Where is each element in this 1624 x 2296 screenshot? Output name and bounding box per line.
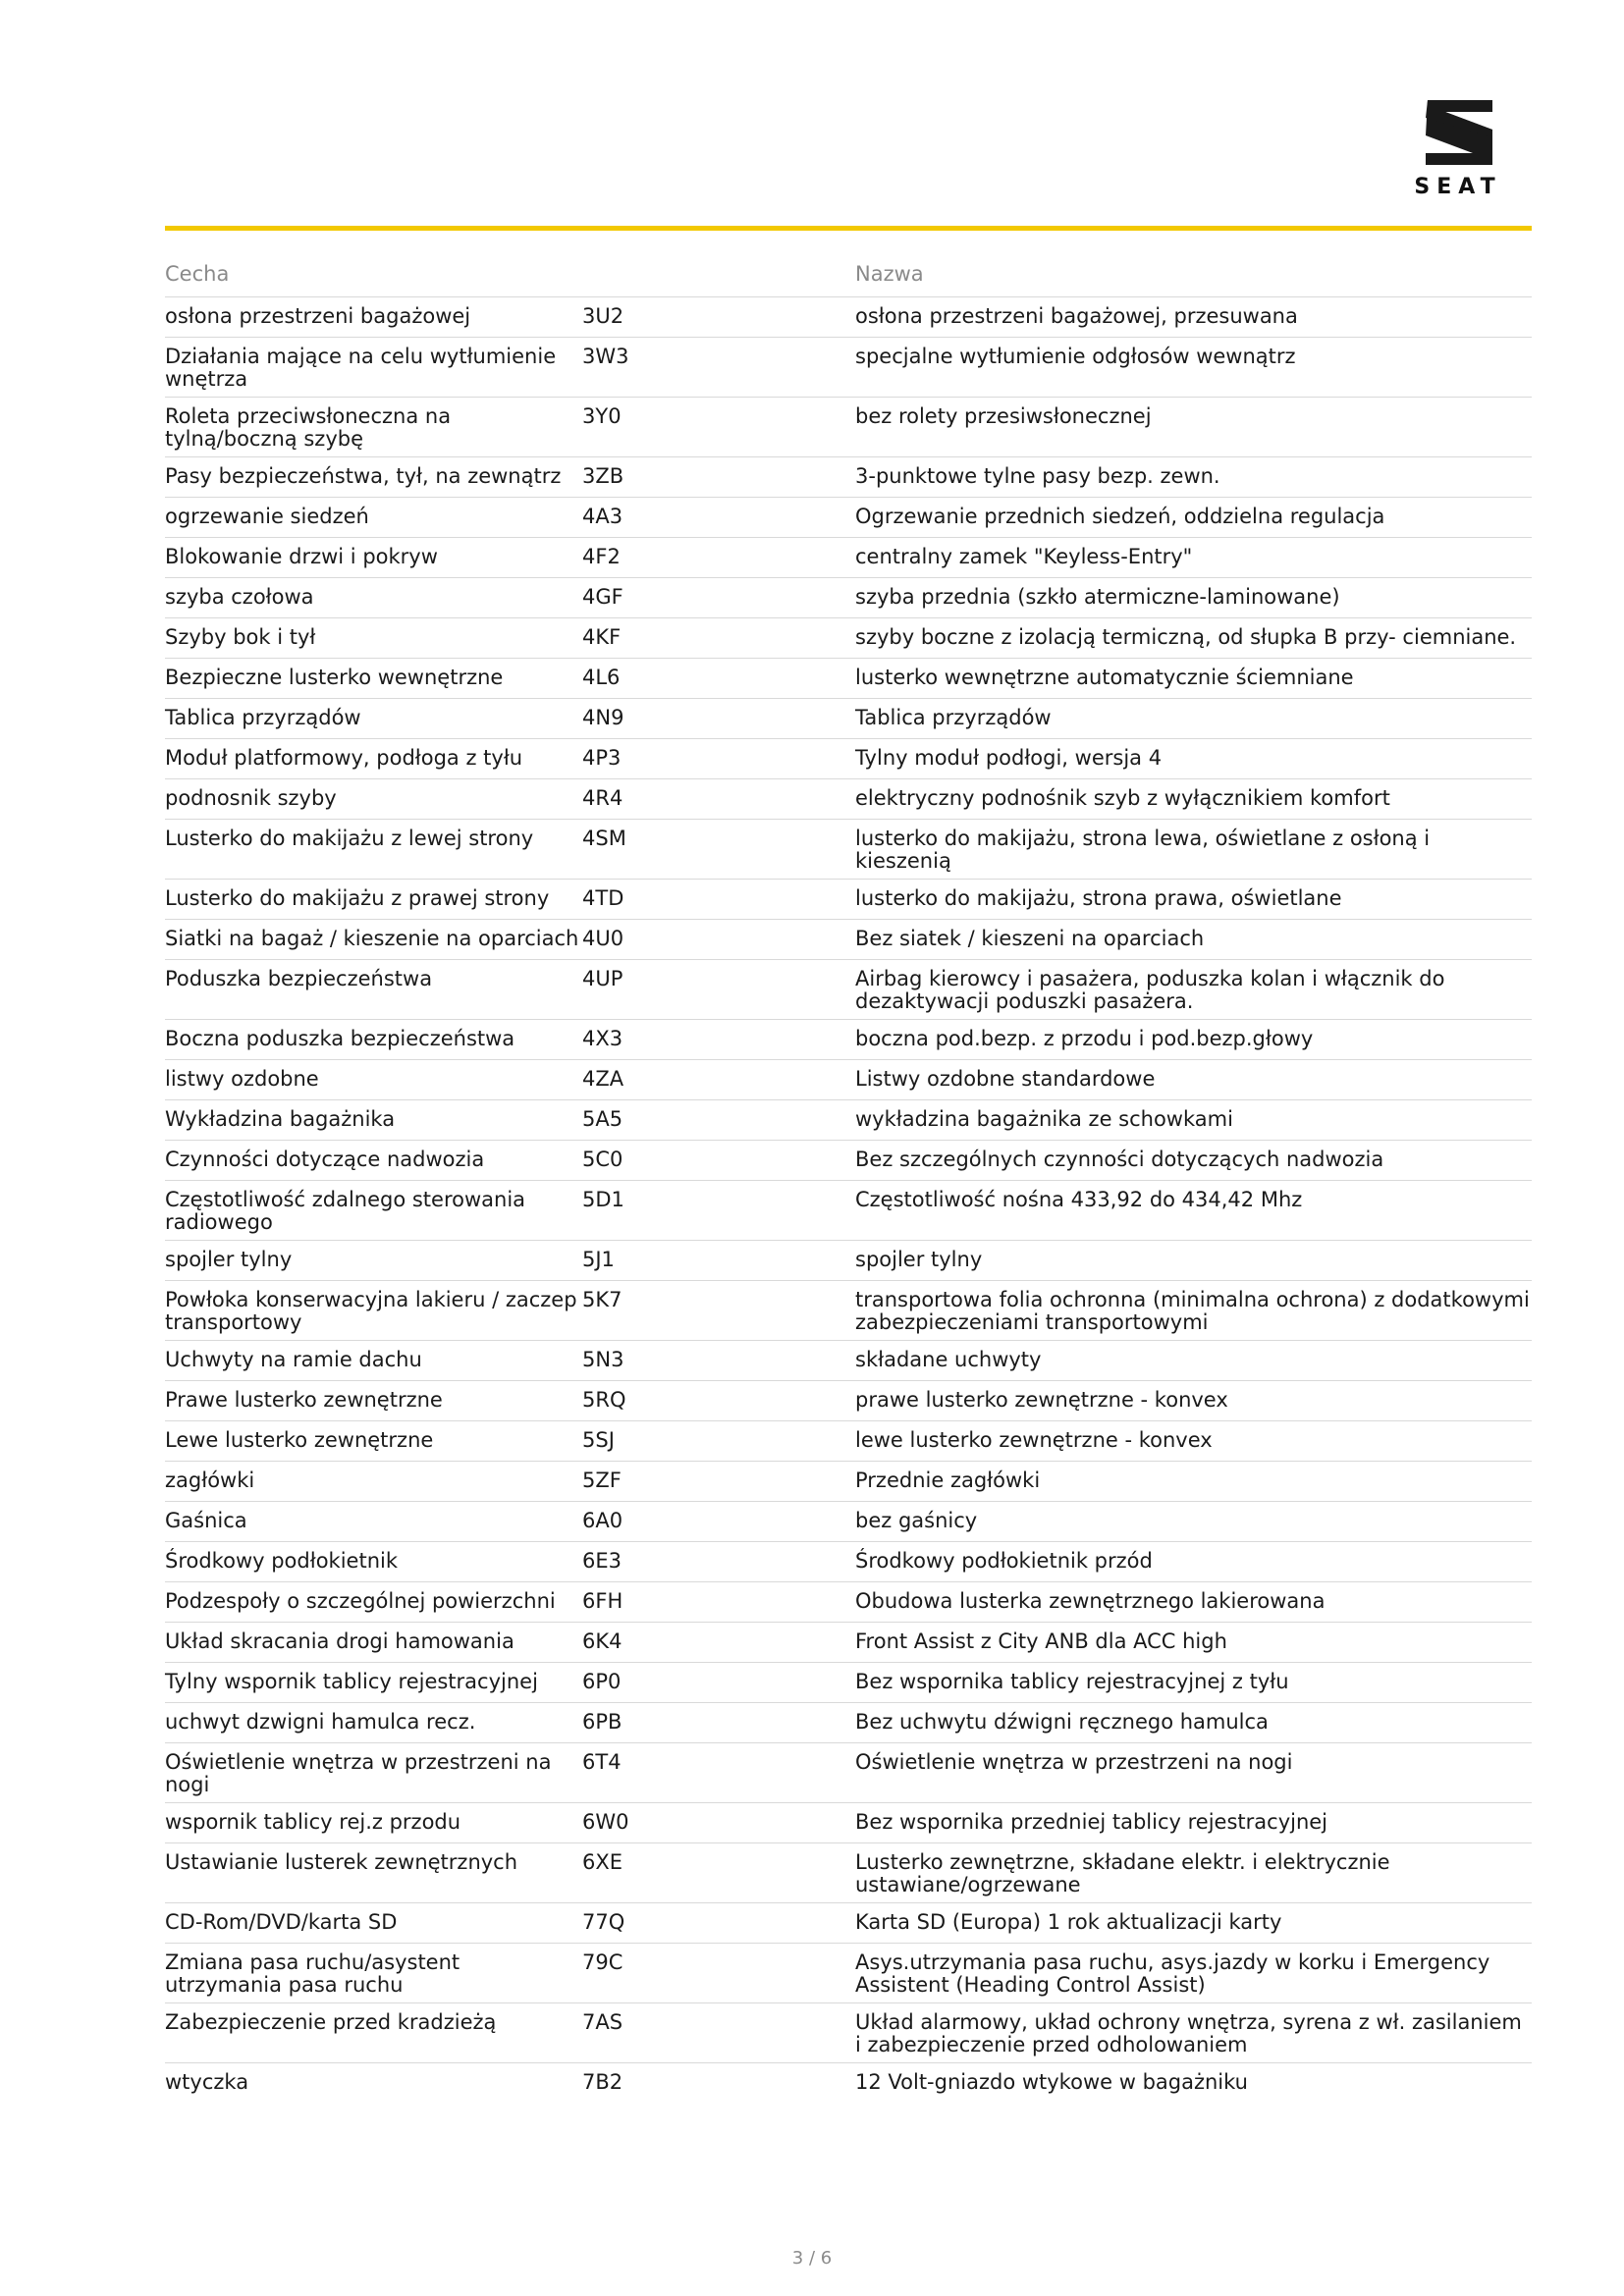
cell-code: 5RQ <box>582 1388 626 1412</box>
cell-name: Bez uchwytu dźwigni ręcznego hamulca <box>855 1710 1269 1734</box>
cell-name: bez gaśnicy <box>855 1509 978 1532</box>
cell-code: 6E3 <box>582 1549 622 1573</box>
cell-code: 6A0 <box>582 1509 623 1532</box>
cell-feature: Powłoka konserwacyjna lakieru / zaczep transportowy <box>165 1288 577 1334</box>
cell-name: Ogrzewanie przednich siedzeń, oddzielna regulacja <box>855 505 1385 528</box>
cell-feature: Roleta przeciwsłoneczna na tylną/boczną szybę <box>165 404 452 451</box>
table-row <box>165 1019 1532 1059</box>
cell-code: 4ZA <box>582 1067 624 1091</box>
table-row <box>165 1622 1532 1662</box>
cell-name: bez rolety przesiwsłonecznej <box>855 404 1152 428</box>
cell-code: 7B2 <box>582 2070 623 2094</box>
table-row <box>165 2002 1532 2062</box>
cell-feature: uchwyt dzwigni hamulca recz. <box>165 1710 476 1734</box>
table-row <box>165 819 1532 879</box>
cell-feature: Siatki na bagaż / kieszenie na oparciach <box>165 927 579 950</box>
table-row <box>165 497 1532 537</box>
table-row <box>165 617 1532 658</box>
cell-feature: Częstotliwość zdalnego sterowania radiowego <box>165 1188 526 1234</box>
cell-feature: Lusterko do makijażu z prawej strony <box>165 886 550 910</box>
cell-code: 4F2 <box>582 545 621 568</box>
cell-code: 6K4 <box>582 1629 623 1653</box>
cell-feature: Gaśnica <box>165 1509 247 1532</box>
cell-name: elektryczny podnośnik szyb z wyłącznikiem komfort <box>855 786 1390 810</box>
cell-feature: szyba czołowa <box>165 585 314 609</box>
cell-code: 3U2 <box>582 304 624 328</box>
cell-name: Bez szczególnych czynności dotyczących nadwozia <box>855 1148 1384 1171</box>
cell-feature: Środkowy podłokietnik <box>165 1549 398 1573</box>
cell-name: Częstotliwość nośna 433,92 do 434,42 Mhz <box>855 1188 1303 1211</box>
cell-name: prawe lusterko zewnętrzne - konvex <box>855 1388 1228 1412</box>
cell-feature: podnosnik szyby <box>165 786 337 810</box>
cell-name: Tablica przyrządów <box>855 706 1052 729</box>
cell-feature: wspornik tablicy rej.z przodu <box>165 1810 461 1834</box>
cell-feature: Zmiana pasa ruchu/asystent utrzymania pasa ruchu <box>165 1950 460 1997</box>
cell-code: 4SM <box>582 827 626 850</box>
cell-code: 79C <box>582 1950 623 1974</box>
cell-feature: Działania mające na celu wytłumienie wnętrza <box>165 345 557 391</box>
table-row <box>165 1140 1532 1180</box>
cell-feature: Ustawianie lusterek zewnętrznych <box>165 1850 518 1874</box>
cell-feature: Blokowanie drzwi i pokryw <box>165 545 438 568</box>
seat-logo <box>1394 98 1522 202</box>
cell-code: 4N9 <box>582 706 624 729</box>
cell-code: 6T4 <box>582 1750 622 1774</box>
cell-code: 3Y0 <box>582 404 622 428</box>
table-row <box>165 1541 1532 1581</box>
cell-name: 12 Volt-gniazdo wtykowe w bagażniku <box>855 2070 1248 2094</box>
table-row <box>165 1702 1532 1742</box>
table-row <box>165 919 1532 959</box>
table-row <box>165 1340 1532 1380</box>
table-row <box>165 1581 1532 1622</box>
page-number: 3 / 6 <box>791 2248 833 2269</box>
table-row <box>165 1180 1532 1240</box>
cell-name: Listwy ozdobne standardowe <box>855 1067 1156 1091</box>
cell-feature: Lewe lusterko zewnętrzne <box>165 1428 434 1452</box>
cell-feature: Układ skracania drogi hamowania <box>165 1629 514 1653</box>
cell-feature: Wykładzina bagażnika <box>165 1107 396 1131</box>
cell-name: Lusterko zewnętrzne, składane elektr. i elektrycznie ustawiane/ogrzewane <box>855 1850 1390 1896</box>
brand-wordmark: SEAT <box>1414 175 1502 199</box>
cell-feature: Oświetlenie wnętrza w przestrzeni na nogi <box>165 1750 552 1796</box>
table-row <box>165 337 1532 397</box>
seat-emblem-icon <box>1394 98 1522 167</box>
table-row <box>165 879 1532 919</box>
cell-name: Obudowa lusterka zewnętrznego lakierowana <box>855 1589 1326 1613</box>
table-header <box>165 263 1532 296</box>
cell-feature: zagłówki <box>165 1468 255 1492</box>
cell-feature: Boczna poduszka bezpieczeństwa <box>165 1027 515 1050</box>
table-row <box>165 1059 1532 1099</box>
table-row <box>165 778 1532 819</box>
table-row <box>165 1943 1532 2002</box>
cell-feature: Prawe lusterko zewnętrzne <box>165 1388 443 1412</box>
cell-code: 4GF <box>582 585 623 609</box>
table-row <box>165 2062 1532 2103</box>
table-row <box>165 537 1532 577</box>
cell-name: lusterko do makijażu, strona lewa, oświetlane z osłoną i kieszenią <box>855 827 1431 873</box>
table-row <box>165 1420 1532 1461</box>
cell-code: 4A3 <box>582 505 623 528</box>
cell-feature: CD-Rom/DVD/karta SD <box>165 1910 398 1934</box>
table-row <box>165 1742 1532 1802</box>
column-header-name: Nazwa <box>855 262 924 286</box>
table-row <box>165 959 1532 1019</box>
table-row <box>165 1802 1532 1842</box>
header-divider <box>165 226 1532 231</box>
cell-feature: Lusterko do makijażu z lewej strony <box>165 827 534 850</box>
table-row <box>165 698 1532 738</box>
table-row <box>165 397 1532 456</box>
cell-code: 5N3 <box>582 1348 624 1371</box>
cell-name: 3-punktowe tylne pasy bezp. zewn. <box>855 464 1220 488</box>
cell-code: 4KF <box>582 625 622 649</box>
table-row <box>165 1099 1532 1140</box>
cell-code: 4L6 <box>582 666 621 689</box>
table-row <box>165 577 1532 617</box>
cell-name: lusterko do makijażu, strona prawa, oświetlane <box>855 886 1342 910</box>
cell-feature: ogrzewanie siedzeń <box>165 505 369 528</box>
cell-feature: wtyczka <box>165 2070 249 2094</box>
cell-name: lewe lusterko zewnętrzne - konvex <box>855 1428 1213 1452</box>
table-row <box>165 1380 1532 1420</box>
cell-name: osłona przestrzeni bagażowej, przesuwana <box>855 304 1298 328</box>
table-row <box>165 296 1532 337</box>
cell-code: 7AS <box>582 2010 623 2034</box>
cell-name: szyba przednia (szkło atermiczne-laminowane) <box>855 585 1340 609</box>
cell-code: 5D1 <box>582 1188 624 1211</box>
cell-name: wykładzina bagażnika ze schowkami <box>855 1107 1233 1131</box>
cell-name: Airbag kierowcy i pasażera, poduszka kolan i włącznik do dezaktywacji poduszki pasażera. <box>855 967 1445 1013</box>
table-row <box>165 456 1532 497</box>
equipment-table <box>165 263 1532 2103</box>
cell-name: Front Assist z City ANB dla ACC high <box>855 1629 1227 1653</box>
cell-code: 5SJ <box>582 1428 615 1452</box>
cell-code: 4U0 <box>582 927 624 950</box>
table-row <box>165 1501 1532 1541</box>
cell-code: 5A5 <box>582 1107 623 1131</box>
cell-feature: listwy ozdobne <box>165 1067 319 1091</box>
cell-code: 5ZF <box>582 1468 622 1492</box>
cell-name: szyby boczne z izolacją termiczną, od słupka B przy- ciemniane. <box>855 625 1517 649</box>
cell-code: 6FH <box>582 1589 623 1613</box>
cell-code: 6PB <box>582 1710 623 1734</box>
cell-name: Przednie zagłówki <box>855 1468 1041 1492</box>
cell-code: 6W0 <box>582 1810 629 1834</box>
cell-code: 6P0 <box>582 1670 622 1693</box>
cell-name: centralny zamek "Keyless-Entry" <box>855 545 1193 568</box>
table-row <box>165 1240 1532 1280</box>
cell-name: Oświetlenie wnętrza w przestrzeni na nogi <box>855 1750 1293 1774</box>
cell-feature: Czynności dotyczące nadwozia <box>165 1148 485 1171</box>
cell-code: 4UP <box>582 967 623 990</box>
table-row <box>165 1662 1532 1702</box>
table-row <box>165 1461 1532 1501</box>
cell-name: specjalne wytłumienie odgłosów wewnątrz <box>855 345 1296 368</box>
cell-code: 4R4 <box>582 786 623 810</box>
table-row <box>165 1842 1532 1902</box>
cell-name: Bez wspornika przedniej tablicy rejestracyjnej <box>855 1810 1328 1834</box>
table-row <box>165 1280 1532 1340</box>
cell-name: lusterko wewnętrzne automatycznie ściemniane <box>855 666 1354 689</box>
cell-feature: osłona przestrzeni bagażowej <box>165 304 471 328</box>
cell-code: 6XE <box>582 1850 623 1874</box>
column-header-feature: Cecha <box>165 262 230 286</box>
cell-name: Układ alarmowy, układ ochrony wnętrza, syrena z wł. zasilaniem i zabezpieczenie przed odholowaniem <box>855 2010 1522 2056</box>
cell-code: 5J1 <box>582 1248 615 1271</box>
cell-name: Tylny moduł podłogi, wersja 4 <box>855 746 1163 770</box>
table-row <box>165 738 1532 778</box>
cell-feature: spojler tylny <box>165 1248 293 1271</box>
cell-code: 4X3 <box>582 1027 623 1050</box>
table-row <box>165 1902 1532 1943</box>
cell-name: spojler tylny <box>855 1248 983 1271</box>
cell-name: Środkowy podłokietnik przód <box>855 1549 1153 1573</box>
cell-code: 4TD <box>582 886 624 910</box>
cell-feature: Pasy bezpieczeństwa, tył, na zewnątrz <box>165 464 562 488</box>
cell-feature: Podzespoły o szczególnej powierzchni <box>165 1589 556 1613</box>
cell-name: składane uchwyty <box>855 1348 1042 1371</box>
table-body <box>165 296 1532 2103</box>
table-row <box>165 658 1532 698</box>
cell-feature: Bezpieczne lusterko wewnętrzne <box>165 666 504 689</box>
cell-code: 3ZB <box>582 464 624 488</box>
cell-code: 5K7 <box>582 1288 623 1311</box>
cell-name: Bez wspornika tablicy rejestracyjnej z tyłu <box>855 1670 1289 1693</box>
cell-name: Asys.utrzymania pasa ruchu, asys.jazdy w korku i Emergency Assistent (Heading Control Assist) <box>855 1950 1490 1997</box>
cell-code: 5C0 <box>582 1148 623 1171</box>
cell-feature: Poduszka bezpieczeństwa <box>165 967 433 990</box>
cell-feature: Tylny wspornik tablicy rejestracyjnej <box>165 1670 538 1693</box>
cell-feature: Tablica przyrządów <box>165 706 361 729</box>
cell-code: 3W3 <box>582 345 629 368</box>
cell-name: Bez siatek / kieszeni na oparciach <box>855 927 1205 950</box>
cell-name: boczna pod.bezp. z przodu i pod.bezp.głowy <box>855 1027 1314 1050</box>
cell-code: 77Q <box>582 1910 625 1934</box>
cell-name: transportowa folia ochronna (minimalna ochrona) z dodatkowymi zabezpieczeniami transportowymi <box>855 1288 1530 1334</box>
cell-name: Karta SD (Europa) 1 rok aktualizacji karty <box>855 1910 1282 1934</box>
cell-feature: Moduł platformowy, podłoga z tyłu <box>165 746 523 770</box>
cell-feature: Szyby bok i tył <box>165 625 316 649</box>
cell-feature: Uchwyty na ramie dachu <box>165 1348 422 1371</box>
cell-feature: Zabezpieczenie przed kradzieżą <box>165 2010 497 2034</box>
cell-code: 4P3 <box>582 746 622 770</box>
